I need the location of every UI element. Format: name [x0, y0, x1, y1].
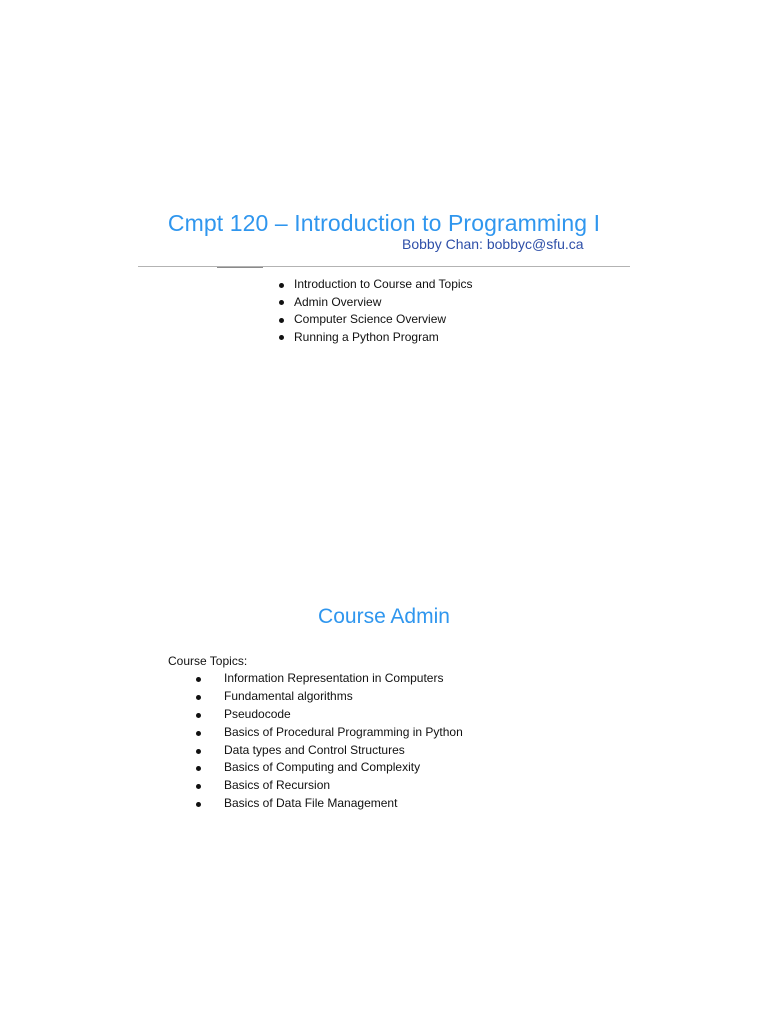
list-item — [224, 706, 463, 724]
list-item — [294, 276, 473, 294]
list-item-label: Data types and Control Structures — [224, 742, 405, 757]
intro-topics-list — [294, 276, 473, 346]
course-topics-label: Course Topics: — [168, 654, 248, 668]
title-divider-accent — [217, 267, 263, 268]
list-item — [224, 724, 463, 742]
page-title: Cmpt 120 – Introduction to Programming I — [167, 210, 601, 236]
list-item-label: Basics of Computing and Complexity — [224, 760, 421, 775]
section-title-course-admin: Course Admin — [318, 605, 450, 628]
list-item-label: Fundamental algorithms — [224, 688, 353, 703]
bullet-icon — [279, 335, 284, 340]
list-item-label: Running a Python Program — [294, 329, 439, 344]
author-contact: Bobby Chan: bobbyc@sfu.ca — [402, 236, 584, 252]
list-item — [224, 742, 463, 760]
title-divider — [138, 266, 630, 267]
list-item-label: Pseudocode — [224, 706, 291, 721]
list-item-label: Basics of Data File Management — [224, 796, 398, 811]
bullet-icon — [196, 766, 201, 771]
course-topics-list — [224, 670, 463, 813]
list-item-label: Admin Overview — [294, 294, 382, 309]
bullet-icon — [196, 695, 201, 700]
bullet-icon — [196, 731, 201, 736]
list-item — [224, 795, 463, 813]
bullet-icon — [196, 749, 201, 754]
bullet-icon — [196, 677, 201, 682]
bullet-icon — [279, 318, 284, 323]
list-item-label: Introduction to Course and Topics — [294, 277, 473, 291]
list-item — [294, 294, 473, 312]
bullet-icon — [279, 283, 284, 288]
list-item-label: Computer Science Overview — [294, 312, 447, 326]
list-item-label: Basics of Procedural Programming in Python — [224, 724, 463, 739]
bullet-icon — [196, 802, 201, 807]
bullet-icon — [196, 713, 201, 718]
list-item — [224, 759, 463, 777]
list-item — [224, 688, 463, 706]
list-item — [294, 329, 473, 347]
list-item — [294, 311, 473, 329]
list-item — [224, 670, 463, 688]
bullet-icon — [279, 300, 284, 305]
list-item — [224, 777, 463, 795]
list-item-label: Information Representation in Computers — [224, 671, 444, 685]
bullet-icon — [196, 784, 201, 789]
list-item-label: Basics of Recursion — [224, 778, 331, 793]
